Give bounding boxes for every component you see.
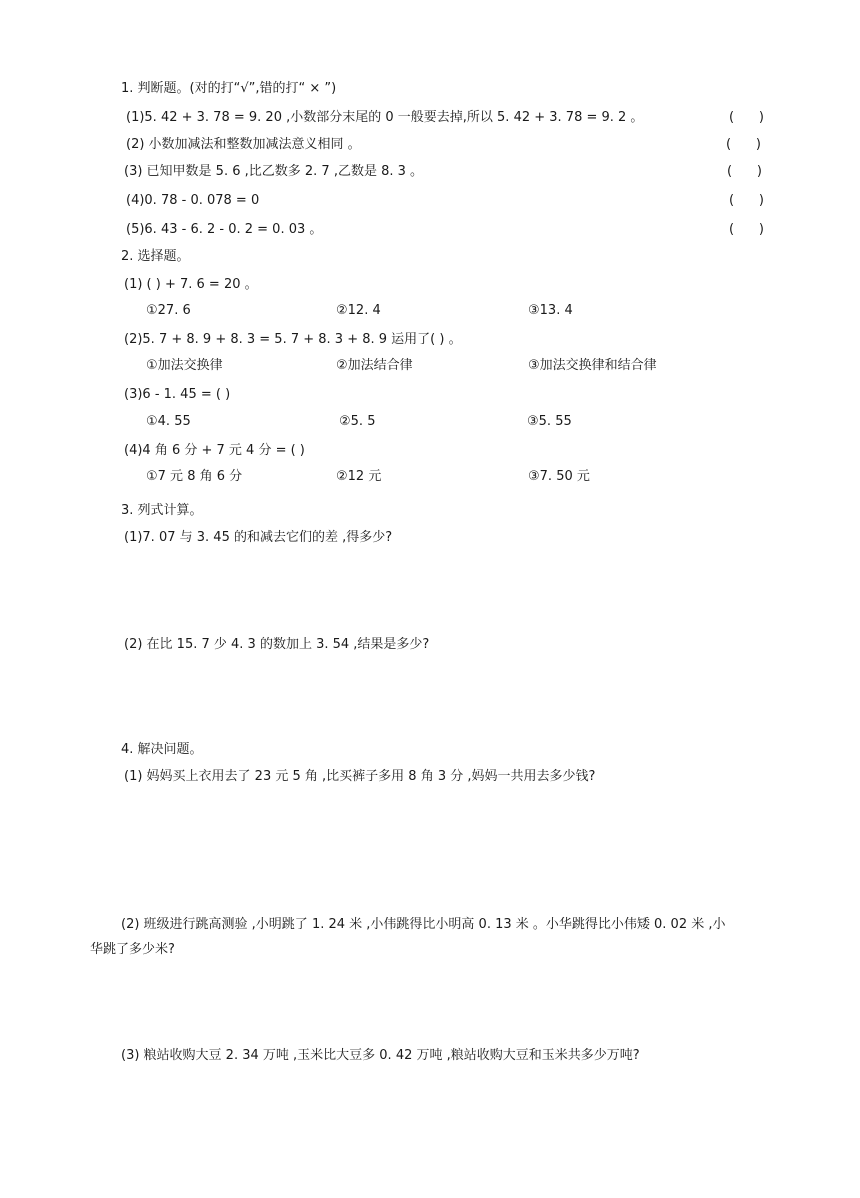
choice-2-option-3: ③加法交换律和结合律 (528, 358, 657, 373)
section-4-heading: 4. 解决问题。 (121, 742, 203, 757)
choice-4-stem: (4)4 角 6 分 + 7 元 4 分 = ( ) (124, 443, 305, 458)
section-3-heading: 3. 列式计算。 (121, 503, 203, 518)
problem-2-line-1: (2) 班级进行跳高测验 ,小明跳了 1. 24 米 ,小伟跳得比小明高 0. 13 米 。小华跳得比小伟矮 0. 02 米 ,小 (121, 917, 726, 932)
answer-blank-3: ( ) (727, 164, 762, 179)
choice-1-stem: (1) ( ) + 7. 6 = 20 。 (124, 277, 258, 292)
choice-4-option-3: ③7. 50 元 (528, 469, 590, 484)
problem-2-line-2: 华跳了多少米? (90, 942, 175, 957)
choice-1-option-3: ③13. 4 (528, 303, 573, 318)
judge-item-4: (4)0. 78 - 0. 078 = 0 (126, 193, 260, 208)
problem-3: (3) 粮站收购大豆 2. 34 万吨 ,玉米比大豆多 0. 42 万吨 ,粮站收购大豆和玉米共多少万吨? (121, 1048, 640, 1063)
choice-3-option-1: ①4. 55 (146, 414, 191, 429)
choice-2-stem: (2)5. 7 + 8. 9 + 8. 3 = 5. 7 + 8. 3 + 8. 9 运用了( ) 。 (124, 332, 462, 347)
problem-1: (1) 妈妈买上衣用去了 23 元 5 角 ,比买裤子多用 8 角 3 分 ,妈妈一共用去多少钱? (124, 769, 596, 784)
judge-item-2: (2) 小数加减法和整数加减法意义相同 。 (126, 137, 361, 152)
choice-1-option-2: ②12. 4 (336, 303, 381, 318)
answer-blank-5: ( ) (729, 222, 764, 237)
answer-blank-4: ( ) (729, 193, 764, 208)
calc-question-2: (2) 在比 15. 7 少 4. 3 的数加上 3. 54 ,结果是多少? (124, 637, 430, 652)
calc-question-1: (1)7. 07 与 3. 45 的和减去它们的差 ,得多少? (124, 530, 393, 545)
choice-3-option-2: ②5. 5 (339, 414, 376, 429)
section-2-heading: 2. 选择题。 (121, 249, 190, 264)
choice-4-option-1: ①7 元 8 角 6 分 (146, 469, 243, 484)
answer-blank-1: ( ) (729, 110, 764, 125)
section-1-heading: 1. 判断题。(对的打“√”,错的打“ × ”) (121, 81, 337, 96)
choice-2-option-1: ①加法交换律 (146, 358, 223, 373)
choice-1-option-1: ①27. 6 (146, 303, 191, 318)
choice-2-option-2: ②加法结合律 (336, 358, 413, 373)
choice-3-option-3: ③5. 55 (527, 414, 572, 429)
choice-3-stem: (3)6 - 1. 45 = ( ) (124, 387, 231, 402)
judge-item-3: (3) 已知甲数是 5. 6 ,比乙数多 2. 7 ,乙数是 8. 3 。 (124, 164, 424, 179)
judge-item-5: (5)6. 43 - 6. 2 - 0. 2 = 0. 03 。 (126, 222, 323, 237)
judge-item-1: (1)5. 42 + 3. 78 = 9. 20 ,小数部分末尾的 0 一般要去掉,所以 5. 42 + 3. 78 = 9. 2 。 (126, 110, 644, 125)
answer-blank-2: ( ) (726, 137, 761, 152)
choice-4-option-2: ②12 元 (336, 469, 382, 484)
